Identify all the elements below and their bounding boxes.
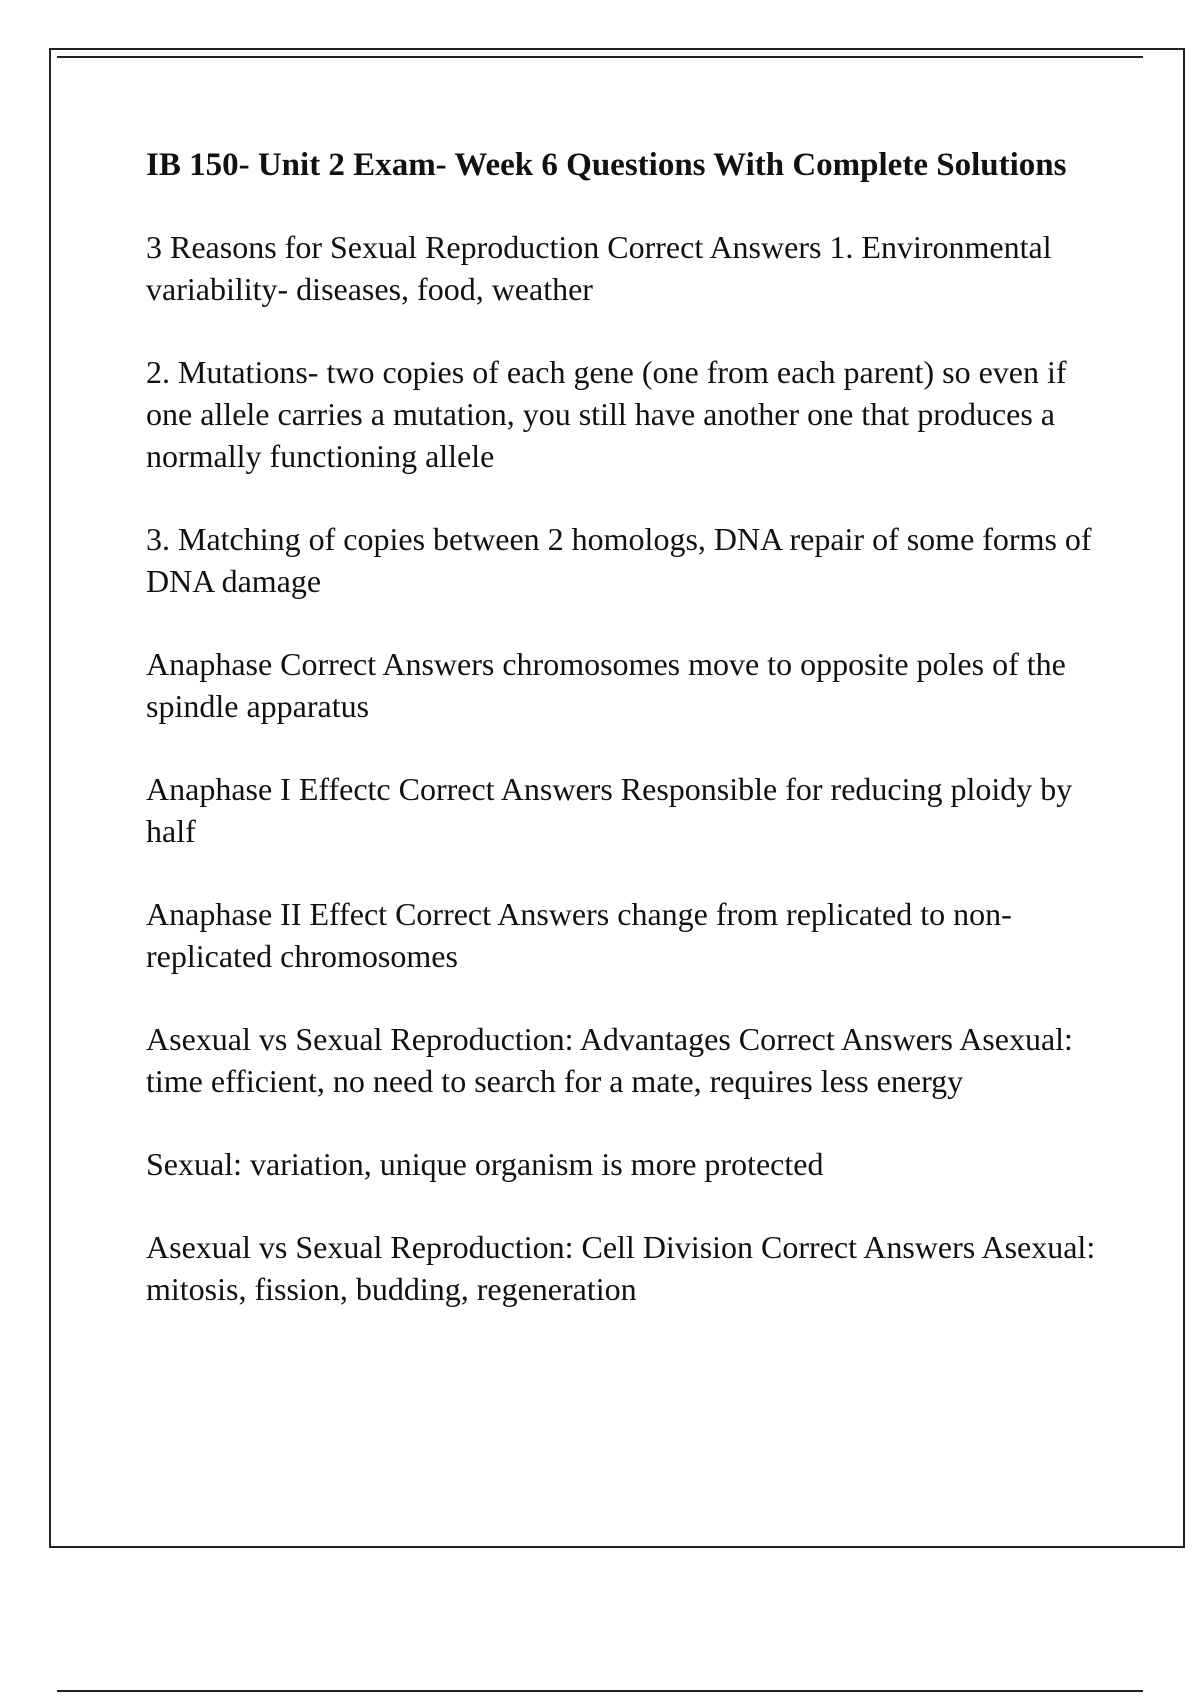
document-title: IB 150- Unit 2 Exam- Week 6 Questions With Complete Solutions bbox=[146, 147, 1067, 183]
document-body bbox=[146, 144, 1106, 1351]
paragraph-cell-division: Asexual vs Sexual Reproduction: Cell Division Correct Answers Asexual: mitosis, fission, budding, regeneration bbox=[146, 1229, 1096, 1307]
paragraph-anaphase-ii: Anaphase II Effect Correct Answers change from replicated to non-replicated chromosomes bbox=[146, 896, 1012, 974]
paragraph-anaphase: Anaphase Correct Answers chromosomes move to opposite poles of the spindle apparatus bbox=[146, 646, 1066, 724]
footer-rule bbox=[57, 1690, 1143, 1692]
paragraph-mutations: 2. Mutations- two copies of each gene (one from each parent) so even if one allele carries a mutation, you still have another one that produces a normally functioning allele bbox=[146, 354, 1067, 474]
paragraph-anaphase-i: Anaphase I Effectc Correct Answers Responsible for reducing ploidy by half bbox=[146, 771, 1073, 849]
paragraph-advantages: Asexual vs Sexual Reproduction: Advantages Correct Answers Asexual: time efficient, no need to search for a mate, requires less energy bbox=[146, 1021, 1073, 1099]
top-rule bbox=[57, 56, 1143, 58]
paragraph-matching: 3. Matching of copies between 2 homologs, DNA repair of some forms of DNA damage bbox=[146, 521, 1092, 599]
paragraph-reasons: 3 Reasons for Sexual Reproduction Correct Answers 1. Environmental variability- diseases, food, weather bbox=[146, 229, 1052, 307]
paragraph-sexual: Sexual: variation, unique organism is more protected bbox=[146, 1146, 824, 1182]
